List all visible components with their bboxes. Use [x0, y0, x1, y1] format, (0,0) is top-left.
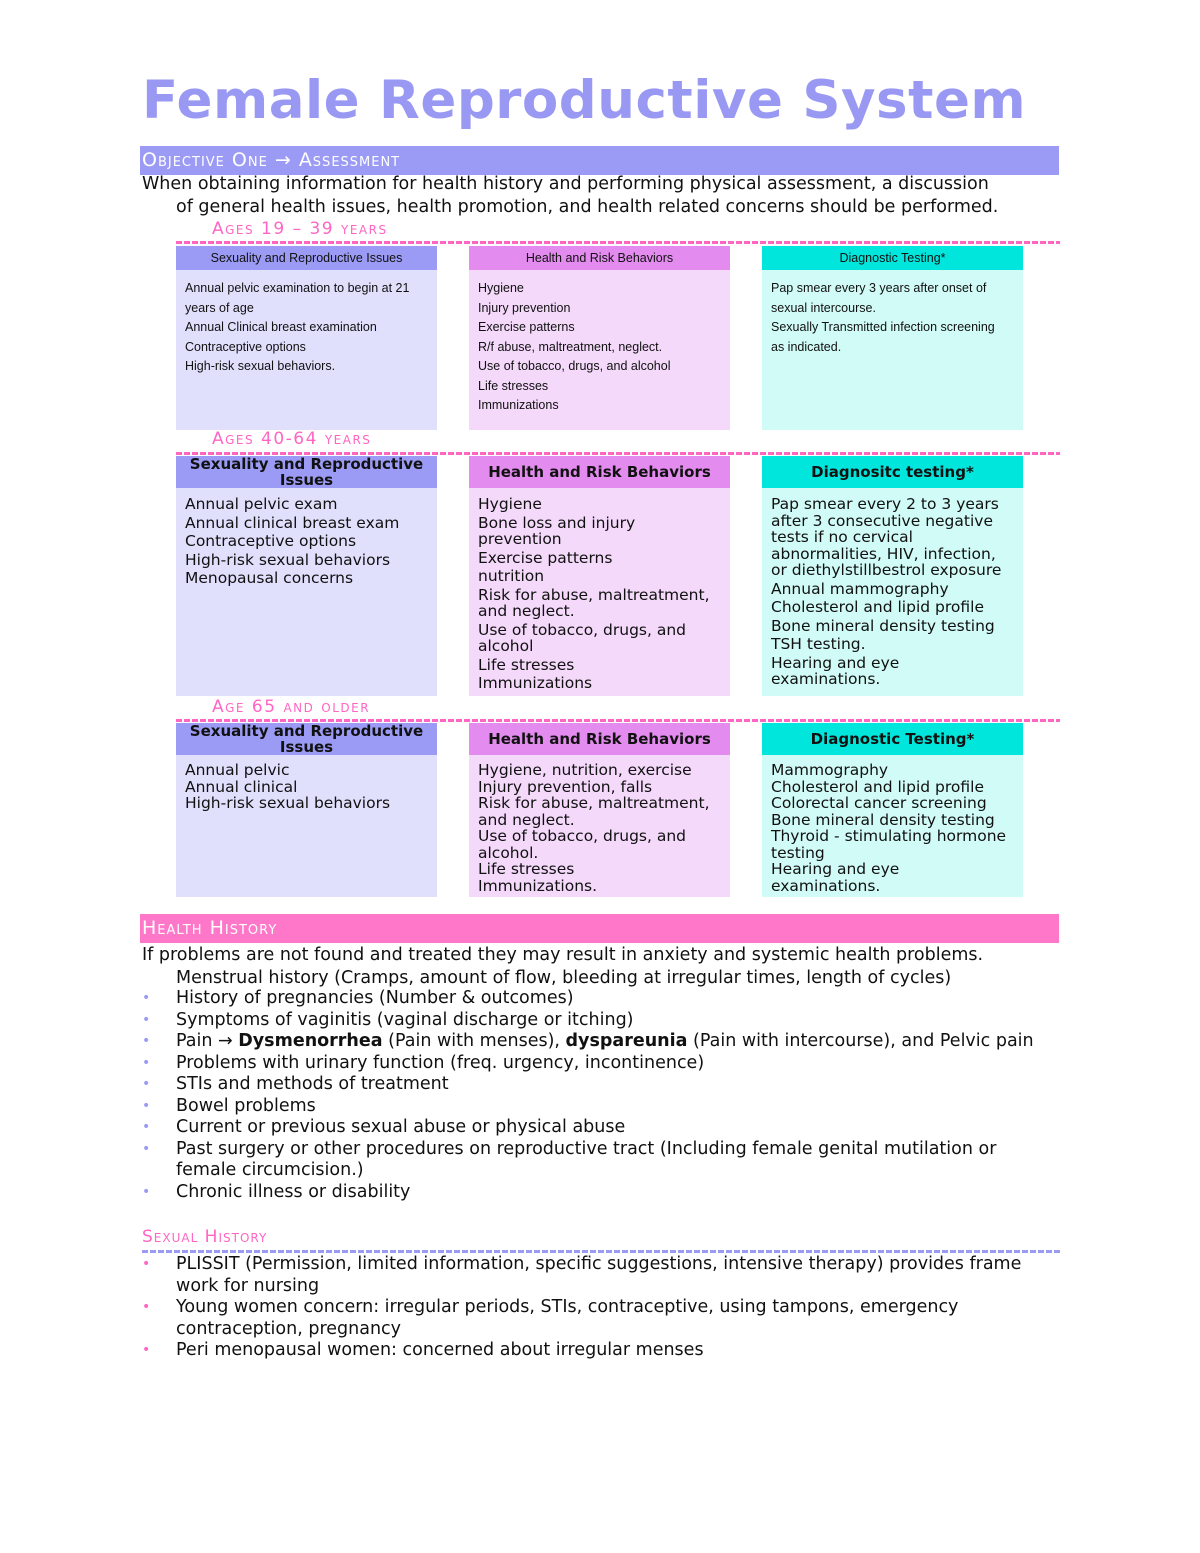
list-item: Menopausal concerns [185, 569, 354, 587]
divider [176, 452, 1060, 455]
bullet-icon: • [142, 1033, 151, 1049]
col-health-19-39 [469, 246, 730, 430]
list-item: Exercise patterns [478, 320, 575, 334]
col-sexuality-65-older [176, 723, 437, 897]
bullet-icon: • [142, 990, 151, 1006]
list-item: Risk for abuse, maltreatment, and neglect. [478, 794, 710, 829]
col-heading: Health and Risk Behaviors [469, 723, 730, 755]
list-item: Hearing and eye examinations. [771, 653, 900, 688]
list-item: Life stresses [478, 378, 549, 393]
list-item: Annual mammography [771, 579, 949, 598]
list-item: • Past surgery or other procedures on reproductive tract (Including female genital mutilation or female circumcision.) [142, 1138, 997, 1180]
health-history-bar: Health History [140, 914, 1059, 943]
col-heading: Sexuality and Reproductive Issues [176, 246, 437, 270]
health-history-intro [142, 944, 1060, 990]
col-heading: Diagnostic Testing* [762, 723, 1023, 755]
list-item: Annual pelvic [185, 761, 290, 779]
col-body [176, 270, 437, 430]
divider [176, 241, 1060, 244]
col-sexuality-40-64 [176, 456, 437, 696]
list-item: Annual clinical [185, 777, 298, 796]
col-diagnostic-19-39 [762, 246, 1023, 430]
list-item: Pap smear every 3 years after onset of sexual intercourse. [771, 281, 987, 315]
col-health-40-64 [469, 456, 730, 696]
list-item: Thyroid - stimulating hormone testing [771, 827, 1007, 862]
list-item: High-risk sexual behaviors. [185, 359, 336, 373]
list-item: High-risk sexual behaviors [185, 794, 391, 812]
age-label-65-older: Age 65 and older [212, 697, 371, 717]
list-item: Cholesterol and lipid profile [771, 598, 984, 616]
col-heading: Sexuality and Reproductive Issues [176, 456, 437, 488]
list-item: • Symptoms of vaginitis (vaginal discharge or itching) [142, 1009, 634, 1030]
list-item: Annual pelvic examination to begin at 21 years of age [185, 281, 410, 315]
intro-line-1: When obtaining information for health history and performing physical assessment, a discussion [142, 174, 989, 194]
list-item: Immunizations. [478, 876, 598, 895]
list-item: nutrition [478, 567, 545, 585]
list-item: Risk for abuse, maltreatment, and neglect. [478, 585, 710, 620]
list-item: Hearing and eye examinations. [771, 860, 900, 895]
list-item: Annual pelvic exam [185, 495, 338, 513]
col-body [469, 755, 730, 897]
list-item: • STIs and methods of treatment [142, 1074, 449, 1094]
bullet-icon: • [142, 1342, 151, 1358]
bullet-icon: • [142, 1140, 151, 1157]
bullet-icon: • [142, 1183, 151, 1200]
list-item: Pap smear every 2 to 3 years after 3 consecutive negative tests if no cervical abnormalities, HIV, infection, or diethylstillbestrol exposure [771, 495, 1002, 579]
list-item: Contraceptive options [185, 532, 357, 550]
col-body [762, 755, 1023, 897]
col-body [762, 488, 1023, 696]
list-item: Hygiene, nutrition, exercise [478, 761, 692, 779]
list-item: High-risk sexual behaviors [185, 550, 391, 569]
list-item: • Problems with urinary function (freq. urgency, incontinence) [142, 1052, 705, 1073]
bullet-icon: • [142, 1299, 151, 1315]
page-title: Female Reproductive System [142, 70, 1027, 131]
list-item: Injury prevention [478, 300, 571, 315]
list-item: TSH testing. [771, 635, 866, 653]
list-item: • Young women concern: irregular periods, STIs, contraceptive, using tampons, emergency contraception, pregnancy [142, 1297, 959, 1339]
age-label-40-64: Ages 40-64 years [212, 429, 372, 449]
list-item: Bone loss and injury prevention [478, 513, 636, 548]
bullet-icon: • [142, 1076, 151, 1092]
col-heading: Health and Risk Behaviors [469, 246, 730, 270]
col-sexuality-19-39 [176, 246, 437, 430]
bullet-icon: • [142, 1054, 151, 1071]
col-heading: Sexuality and Reproductive Issues [176, 723, 437, 755]
list-item: Annual Clinical breast examination [185, 320, 377, 334]
col-diagnostic-65-older [762, 723, 1023, 897]
bullet-icon: • [142, 1097, 151, 1114]
list-item: Annual clinical breast exam [185, 513, 400, 532]
col-heading: Health and Risk Behaviors [469, 456, 730, 488]
term-dysmenorrhea: Dysmenorrhea [238, 1031, 383, 1051]
age-label-19-39: Ages 19 – 39 years [212, 219, 388, 239]
list-item: • Current or previous sexual abuse or physical abuse [142, 1117, 626, 1137]
term-dyspareunia: dyspareunia [565, 1031, 688, 1051]
list-item: • Bowel problems [142, 1095, 316, 1116]
list-item: Bone mineral density testing [771, 810, 995, 829]
list-item: Hygiene [478, 281, 524, 295]
list-item: Hygiene [478, 495, 542, 513]
list-item: • PLISSIT (Permission, limited information, specific suggestions, intensive therapy) provides frame work for nursing [142, 1254, 1022, 1296]
divider [142, 1250, 1060, 1253]
objective-bar: Objective One → Assessment [140, 146, 1059, 175]
list-item: Injury prevention, falls [478, 777, 653, 796]
list-item: R/f abuse, maltreatment, neglect. [478, 339, 663, 354]
bullet-icon: • [142, 1119, 151, 1135]
list-item: Life stresses [478, 860, 575, 878]
list-item: Mammography [771, 761, 889, 779]
objective-intro [142, 173, 1060, 219]
menstrual-history-line: Menstrual history (Cramps, amount of flow, bleeding at irregular times, length of cycles) [176, 968, 952, 988]
list-item: • History of pregnancies (Number & outcomes) [142, 988, 574, 1008]
list-item: Bone mineral density testing [771, 616, 995, 635]
col-heading: Diagnositc testing* [762, 456, 1023, 488]
col-body [762, 270, 1023, 430]
list-item: Sexually Transmitted infection screening as indicated. [771, 320, 995, 354]
list-item: • Pain → Dysmenorrhea (Pain with menses), dyspareunia (Pain with intercourse), and Pelvic pain [142, 1031, 1034, 1051]
list-item: • Peri menopausal women: concerned about irregular menses [142, 1340, 704, 1360]
list-item: • Chronic illness or disability [142, 1181, 411, 1202]
list-item: Exercise patterns [478, 548, 613, 567]
col-diagnostic-40-64 [762, 456, 1023, 696]
list-item: Immunizations [478, 398, 559, 412]
col-body [469, 488, 730, 696]
list-item: Life stresses [478, 655, 575, 674]
col-body [469, 270, 730, 430]
list-item: Contraceptive options [185, 339, 306, 354]
list-item: Use of tobacco, drugs, and alcohol [478, 359, 671, 373]
list-item: Immunizations [478, 674, 593, 692]
col-body [176, 755, 437, 897]
health-history-list [142, 988, 1062, 1203]
col-heading: Diagnostic Testing* [762, 246, 1023, 270]
list-item: Use of tobacco, drugs, and alcohol [478, 620, 686, 655]
sexual-history-list [142, 1254, 1062, 1362]
col-health-65-older [469, 723, 730, 897]
intro-text: If problems are not found and treated they may result in anxiety and systemic health problems. [142, 945, 984, 965]
divider [176, 719, 1060, 722]
list-item: Cholesterol and lipid profile [771, 777, 984, 796]
bullet-icon: • [142, 1256, 151, 1272]
list-item: Use of tobacco, drugs, and alcohol. [478, 827, 686, 862]
intro-line-2: of general health issues, health promotion, and health related concerns should be performed. [176, 197, 999, 217]
sexual-history-heading: Sexual History [142, 1227, 268, 1247]
col-body [176, 488, 437, 696]
list-item: Colorectal cancer screening [771, 794, 987, 812]
bullet-icon: • [142, 1011, 151, 1028]
